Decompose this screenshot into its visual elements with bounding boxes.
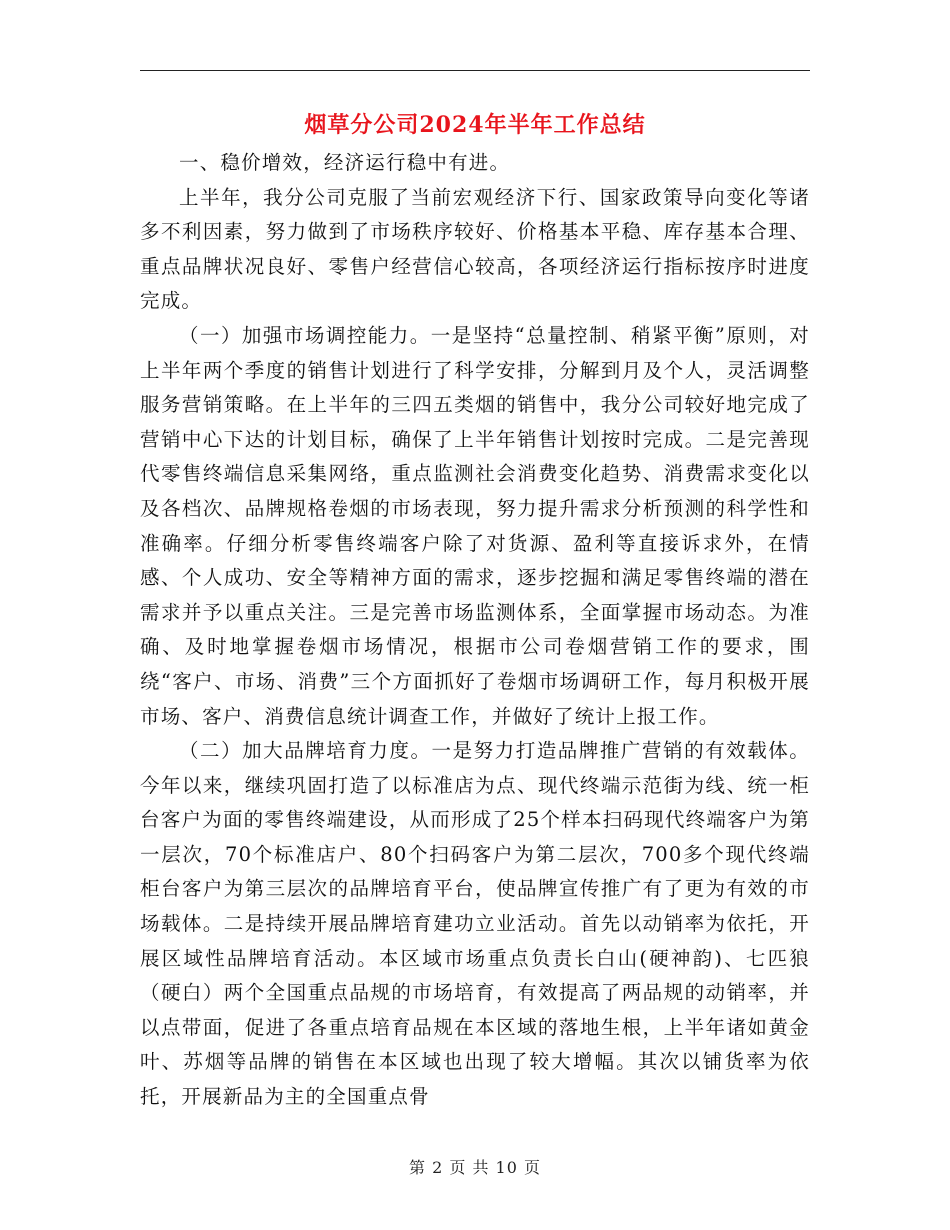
document-title: 烟草分公司2024年半年工作总结 [304,112,646,138]
document-body [140,146,810,1115]
paragraph-market-control: （一）加强市场调控能力。一是坚持“总量控制、稍紧平衡”原则，对上半年两个季度的销售计划进行了科学安排，分解到月及个人，灵活调整服务营销策略。在上半年的三四五类烟的销售中，我分公司较好地完成了营销中心下达的计划目标，确保了上半年销售计划按时完成。二是完善现代零售终端信息采集网络，重点监测社会消费变化趋势、消费需求变化以及各档次、品牌规格卷烟的市场表现，努力提升需求分析预测的科学性和准确率。仔细分析零售终端客户除了对货源、盈利等直接诉求外，在情感、个人成功、安全等精神方面的需求，逐步挖掘和满足零售终端的潜在需求并予以重点关注。三是完善市场监测体系，全面掌握市场动态。为准确、及时地掌握卷烟市场情况，根据市公司卷烟营销工作的要求，围绕“客户、市场、消费”三个方面抓好了卷烟市场调研工作，每月积极开展市场、客户、消费信息统计调查工作，并做好了统计上报工作。 [140,323,810,728]
paragraph-brand-cultivation: （二）加大品牌培育力度。一是努力打造品牌推广营销的有效载体。今年以来，继续巩固打造了以标准店为点、现代终端示范街为线、统一柜台客户为面的零售终端建设，从而形成了25个样本扫码现代终端客户为第一层次，70个标准店户、80个扫码客户为第二层次，700多个现代终端柜台客户为第三层次的品牌培育平台，使品牌宣传推广有了更为有效的市场载体。二是持续开展品牌培育建功立业活动。首先以动销率为依托，开展区域性品牌培育活动。本区域市场重点负责长白山(硬神韵)、七匹狼（硬白）两个全国重点品规的市场培育，有效提高了两品规的动销率，并以点带面，促进了各重点培育品规在本区域的落地生根，上半年诸如黄金叶、苏烟等品牌的销售在本区域也出现了较大增幅。其次以铺货率为依托，开展新品为主的全国重点骨 [140,739,810,1109]
header-rule [140,70,810,71]
section-heading: 一、稳价增效，经济运行稳中有进。 [179,151,511,174]
paragraph-overview: 上半年，我分公司克服了当前宏观经济下行、国家政策导向变化等诸多不利因素，努力做到了市场秩序较好、价格基本平稳、库存基本合理、重点品牌状况良好、零售户经营信心较高，各项经济运行指标按序时进度完成。 [140,185,810,313]
page-number-footer: 第 2 页 共 10 页 [409,1158,541,1177]
